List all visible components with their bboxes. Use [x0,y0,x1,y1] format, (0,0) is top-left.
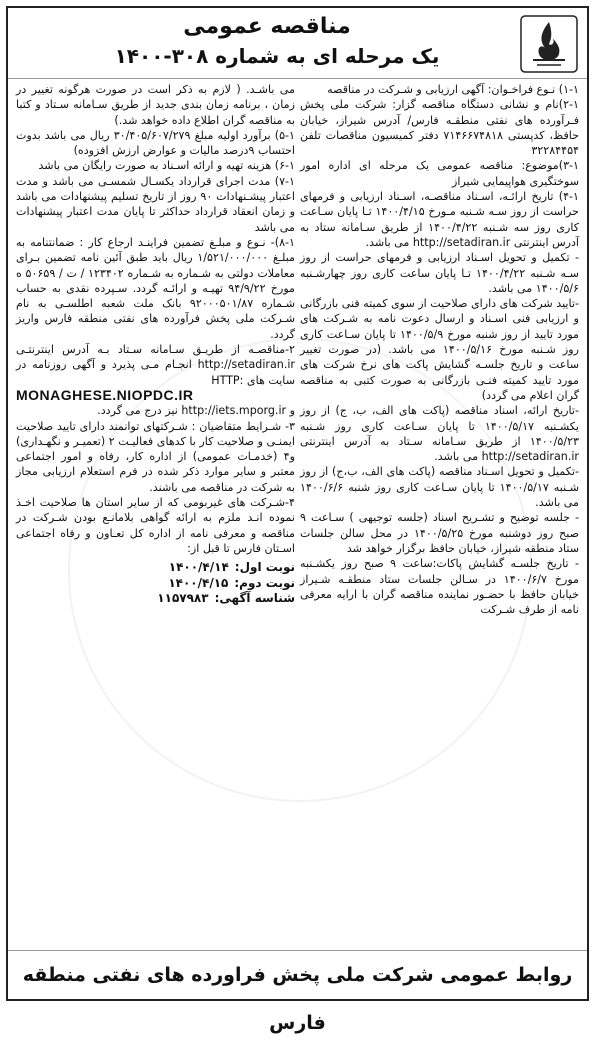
item-subject: ۳-۱)موضوع: مناقصه عمومی یک مرحله ای اداره امور سوختگیری هواپیمایی شیراز [300,159,579,188]
item-evaluation-submit: - تکمیل و تحویل اسـناد ارزیابی و فرمهای حراست از روز سـه شـنبه ۱۴۰۰/۴/۲۲ تـا پایان ساعت کاری روز چهارشـنبه ۱۴۰۰/۵/۶ می باشد. [300,251,579,295]
item-iets-site: و http://iets.mporg.ir نیز درج می گردد. [97,404,295,418]
notice-body [16,82,579,952]
item-tender-submit: -تکمیل و تحویل اسـناد مناقصه (پاکت های الف، ب،ج) از روز شـنبه ۱۴۰۰/۵/۱۷ تا پایان سـاعت کاری روز شنبه ۱۴۰۰/۶/۶ می باشد. [300,465,579,510]
item-guarantee: ۸-۱)- نـوع و مبلـغ تضمین فراینـد ارجاع کار : ضمانتنامه به مبلـغ ۱/۵۲۱/۰۰۰/۰۰۰ ریال باید طبق آئین نامه تضمین بـرای معاملات دولتی به شـماره به شـماره ۱۲۳۴۰۲ / ت / ۵۰۶۵۹ ه مورخ ۹۴/۹/۲۲ تهیـه و ارائـه گردد. سـپرده نقدی به حساب شـماره ۹۲۰۰۰۵۰۱/۸۷ بانک ملت شعبه اطلسـی به نام شـرکت ملی پخش فرآورده های نفتی منطقه فارس واریز گردد. [16,235,295,341]
notice-first-value: ۱۴۰۰/۴/۱۴ [168,560,229,575]
item-nonlocal-companies: ۴-شـرکت های غیربومی که از سایر استان ها صلاحیت اخـذ نموده انـد ملزم به ارائه گواهی بلامانـع بودن شـرکت در مناقصه و معرفی نامه از اداره کل تعـاون و رفاه اجتماعی اسـتان فارس تا قبل از: [16,496,295,555]
item-opening: - تاریخ جلسـه گشایش پاکات:ساعت ۹ صبح روز یکشـنبه مورخ ۱۴۰۰/۶/۷ در سـالن جلسات ستاد منطقـه شـیراز خیابان حافظ با حضـور نماینده مناقصه گران با ارایه معرفی نامه از طرف شـرکت [300,557,579,617]
notice-second-value: ۱۴۰۰/۴/۱۵ [168,575,229,590]
item-qualification: -تایید شرکت های دارای صلاحیت از سوی کمیته فنی بازرگانی و ارزیابی فنی اسـناد و ارسال دعوت نامه به شـرکت های مورد تایید از روز شنبه مورخ ۱۴۰۰/۵/۹ تا پایان سـاعت کاری روز شـنبه مورخ ۱۴۰۰/۵/۱۶ می باشد. (در صورت تغییر ساعت و تاریخ جلسـه گشایش پاکت های نرخ شرکت های مورد تایید کمیته فنـی بازرگانی به صورت کتبی به مناقصه گران اعلام می گردد) [300,297,579,402]
right-column [300,82,579,952]
notice-id-label: شناسه آگهی: [214,590,295,605]
item-requirements: ۳- شـرایط متقاضیان : شـرکتهای توانمند دارای تایید صلاحیت ایمنـی و صلاحیت کار با کدهای فعالیـت ۲ (تعمیـر و نگهـداری) و۴ (خدمـات عمومی) از اداره کار، رفاه و امور اجتماعی معتبر و سایر موارد ذکر شده در فرم استعلام ارزیابی مجاز به شرکت در مناقصه می باشند. [16,419,295,494]
monaghese-site-link[interactable]: MONAGHESE.NIOPDC.IR [16,386,194,403]
notice-id-value: ۱۱۵۷۹۸۳ [157,590,209,605]
notice-first [16,560,295,575]
notice-title: مناقصه عمومی [183,14,351,39]
item-schedule-note: می باشـد. ( لازم به ذکر است در صورت هرگونه تغییر در زمان ، برنامه زمان بندی جدید از طریق سـامانه سـتاد و کتبا به مناقصه گران اطلاع داده خواهد شد.) [16,83,295,127]
item-estimate: ۵-۱) برآورد اولیه مبلغ ۳۰/۴۰۵/۶۰۷/۲۷۹ ریال می باشد بدوت احتساب ۹درصد مالیات و عوارض ارزش افزوده) [16,128,295,158]
item-tender-docs: -تاریخ ارائه، اسناد مناقصه (پاکت های الف، ب، ج) از روز یکشـنبه ۱۴۰۰/۵/۱۷ تا پایان سـاعت کاری روز شـنبه ۱۴۰۰/۵/۲۳ از طریق سـامانه سـتاد به آدرس اینترنتی http://setadiran.ir می باشد. [300,404,579,464]
notice-second [16,576,295,591]
notice-first-label: نوبت اول: [234,560,295,575]
notice-subtitle: یک مرحله ای به شماره ۳۰۸-۱۴۰۰ [114,44,440,68]
item-document-cost: ۶-۱) هزینه تهیه و ارائه اسـناد به صورت رایگان می باشد [38,159,295,173]
niopdc-flame-logo-icon [519,14,579,74]
notice-id [16,591,295,606]
item-organizer: ۲-۱)نام و نشانی دستگاه مناقصه گزار: شرکت ملی پخش فـرآورده های نفتی منطقـه فارس/ آدرس شیراز، خیابان حافظ، کدپستی ۷۱۴۶۶۷۴۸۱۸ دفتر کمیسیون مناقصات تلفن ۳۲۲۸۴۴۵۴ [300,98,580,158]
publication-info [16,560,295,606]
notice-second-label: نوبت دوم: [234,575,295,590]
item-call-type: ۱-۱) نـوع فراخـوان: آگهی ارزیابی و شـرکت در مناقصه [327,83,579,96]
item-setad-portal: ۲-مناقصـه از طریـق سـامانه سـتاد بـه آدرس اینترنتـی http://setadiran.ir انجـام مـی پذیرد و آگهی روزنامه در سایت های :HTTP [16,343,295,387]
left-column [16,82,295,952]
item-contract-duration: ۷-۱) مدت اجرای قرارداد یکسـال شمسـی می باشد و مدت اعتبار پیشـنهادات ۹۰ روز از تاریخ تسلیم پیشنهادات می باشد و زمان انعقاد قرارداد حداکثر تا پایان مدت اعتبار پیشنهادات می باشد [16,174,296,234]
header [8,8,587,79]
footer-public-relations: روابط عمومی شرکت ملی پخش فراورده های نفتی منطقه فارس [8,950,587,999]
item-document-dates: ۴-۱) تاریخ ارائـه، اسـناد مناقصـه، اسـناد ارزیابی و فرمهای حراست از روز سـه شـنبه مـورخ ۱۴۰۰/۴/۱۵ تـا پایان سـاعت کاری روز سه شـنبه ۱۴۰۰/۴/۲۲ از طریق سـامانه ستاد به آدرس اینترنتی http://setadiran.ir می باشد. [300,190,579,249]
item-briefing: - جلسه توضیح و تشـریح اسناد (جلسه توجیهی ) سـاعت ۹ صبح روز دوشنبه مورخ ۱۴۰۰/۵/۲۵ در محل سالن جلسات ستاد منطقه شیراز، خیابان حافظ برگزار خواهد شد [300,511,579,555]
tender-notice [6,6,589,1034]
